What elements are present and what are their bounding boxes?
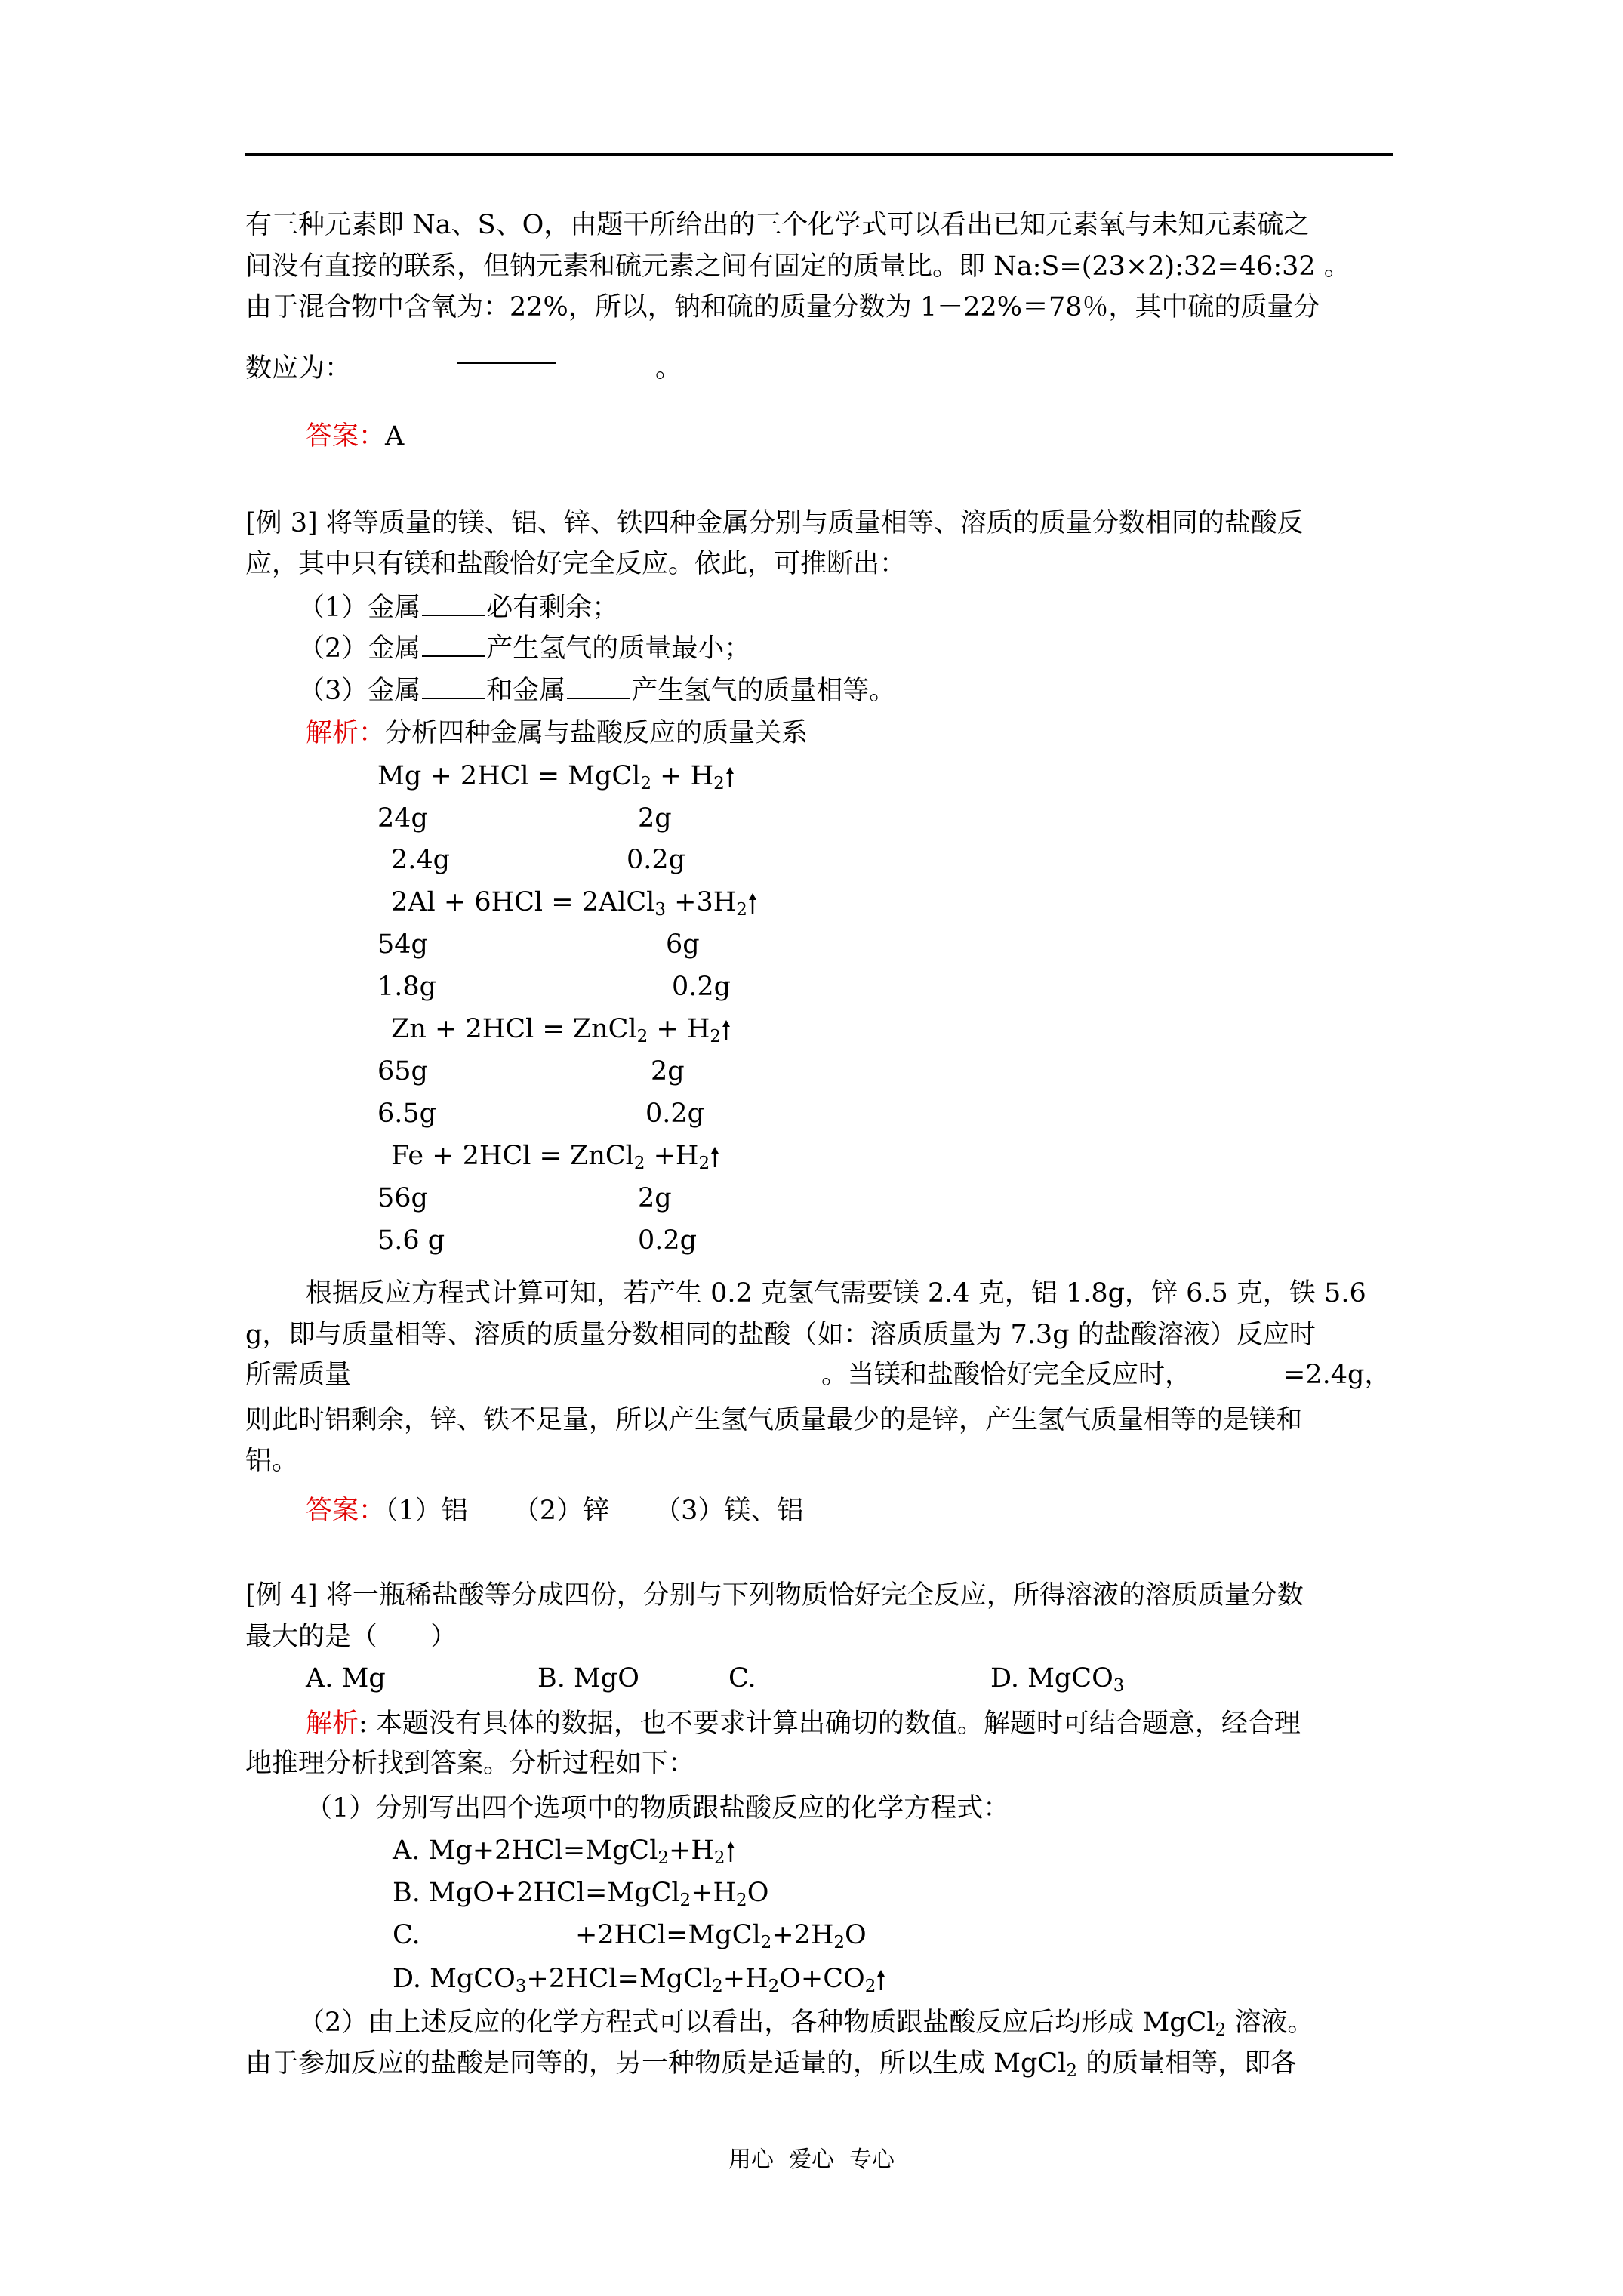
- sub: 3: [1113, 1676, 1125, 1696]
- analysis-text: 分析四种金属与盐酸反应的质量关系: [385, 718, 808, 748]
- answer-part-1: （1）铝: [385, 1496, 468, 1526]
- eq-al-rhs: +3H: [666, 887, 737, 917]
- answer-part-3: （3）镁、铝: [654, 1496, 804, 1526]
- sub: 2: [713, 1848, 725, 1868]
- sub: 2: [768, 1977, 780, 1996]
- gas-arrow-icon: [876, 1968, 886, 1991]
- answer-value: A: [385, 421, 405, 451]
- mass-zn-2: 6.5g: [377, 1099, 437, 1129]
- step3-end: 的质量相等，即各: [1077, 2048, 1298, 2079]
- answer-label: 答案：: [306, 1496, 386, 1526]
- ex3-q3: [298, 673, 895, 708]
- eq-al-lhs: 2Al + 6HCl = 2AlCl: [391, 887, 655, 917]
- ex3-analysis: [306, 716, 808, 750]
- gas-arrow-icon: [721, 1019, 731, 1041]
- mass-h2-7: 2g: [638, 1183, 672, 1213]
- gas-arrow-icon: [725, 766, 735, 788]
- sub: 2: [760, 1933, 772, 1952]
- q3-suffix: 产生氢气的质量相等。: [631, 676, 896, 706]
- q1-prefix: （1）金属: [298, 593, 421, 623]
- sub: 2: [698, 1154, 710, 1173]
- reaction-b-rhs: +H: [691, 1878, 737, 1908]
- sub: 2: [713, 774, 725, 794]
- eq-fe-lhs: Fe + 2HCl = ZnCl: [391, 1141, 634, 1171]
- para2-line5: 铝。: [245, 1446, 299, 1476]
- sub: 3: [654, 900, 667, 920]
- ex4-step1: （1）分别写出四个选项中的物质跟盐酸反应的化学方程式：: [306, 1793, 1010, 1823]
- reaction-a-lhs: A. Mg+2HCl=MgCl: [393, 1835, 658, 1866]
- q2-blank: [422, 633, 485, 657]
- eq-mg-rhs: + H: [651, 761, 714, 791]
- ex4-analysis-line1: [306, 1706, 1301, 1741]
- gas-arrow-icon: [747, 892, 758, 914]
- para2-line3c: =2.4g，: [1283, 1360, 1391, 1390]
- reaction-d-mid: +2HCl=MgCl: [526, 1964, 713, 1994]
- sub: 2: [636, 1027, 648, 1046]
- footer-word-2: 爱心: [789, 2147, 834, 2173]
- para2-line1: 根据反应方程式计算可知，若产生 0.2 克氢气需要镁 2.4 克，铝 1.8g，锌 6.5 克，铁 5.6: [306, 1278, 1366, 1308]
- ex3-line2: 应，其中只有镁和盐酸恰好完全反应。依此，可推断出：: [245, 549, 907, 579]
- ex4-step2: [298, 2005, 1313, 2040]
- mass-mg-1: 24g: [377, 803, 428, 834]
- reaction-c-rhs: +2H: [771, 1920, 834, 1950]
- header-rule: [245, 153, 1393, 156]
- reaction-c-end: O: [845, 1920, 867, 1950]
- ex3-q1: [298, 590, 618, 625]
- para1-line3: 由于混合物中含氧为：22%，所以，钠和硫的质量分数为 1－22%＝78％，其中硫的质量分: [245, 292, 1320, 322]
- footer-word-3: 专心: [849, 2147, 895, 2173]
- eq-fe-rhs: +H: [645, 1141, 699, 1171]
- gas-arrow-icon: [710, 1145, 720, 1168]
- q1-blank: [422, 592, 485, 616]
- para1-line4: [245, 351, 351, 386]
- sub: 2: [864, 1977, 876, 1996]
- answer-1: [306, 419, 404, 454]
- reaction-d: [393, 1962, 886, 1996]
- reaction-b: [393, 1875, 768, 1910]
- step2-end: 溶液。: [1226, 2008, 1314, 2038]
- q3-middle: 和金属: [486, 676, 566, 706]
- mass-h2-4: 0.2g: [672, 972, 731, 1002]
- reaction-d-lhs: D. MgCO: [393, 1964, 516, 1994]
- para1-line2: 间没有直接的联系，但钠元素和硫元素之间有固定的质量比。即 Na:S=(23×2):32=46:32 。: [245, 251, 1350, 282]
- para2-line4: 则此时铝剩余，锌、铁不足量，所以产生氢气质量最少的是锌，产生氢气质量相等的是镁和: [245, 1405, 1303, 1435]
- para2-line2: g，即与质量相等、溶质的质量分数相同的盐酸（如：溶质质量为 7.3g 的盐酸溶液）反应时: [245, 1320, 1316, 1350]
- sub: 2: [1066, 2061, 1077, 2081]
- mass-h2-1: 2g: [638, 803, 672, 834]
- sub: 2: [710, 1027, 722, 1046]
- option-d-text: D. MgCO: [990, 1663, 1113, 1693]
- reaction-a-rhs: +H: [669, 1835, 714, 1866]
- sub: 2: [736, 1891, 747, 1910]
- ex3-q2: [298, 631, 750, 666]
- mass-h2-2: 0.2g: [627, 845, 686, 875]
- mass-h2-5: 2g: [651, 1056, 685, 1086]
- mass-h2-3: 6g: [666, 929, 700, 960]
- eq-fe: [391, 1139, 720, 1173]
- gas-arrow-icon: [725, 1840, 736, 1863]
- eq-zn: [391, 1012, 731, 1046]
- ex4-step3: [245, 2046, 1297, 2081]
- reaction-c-lhs: +2HCl=MgCl: [575, 1920, 761, 1950]
- reaction-d-end: O+CO: [779, 1964, 865, 1994]
- mass-fe-2: 5.6 g: [377, 1225, 445, 1256]
- reaction-c: [575, 1918, 867, 1952]
- mass-al-1: 54g: [377, 929, 428, 960]
- step2-text: （2）由上述反应的化学方程式可以看出，各种物质跟盐酸反应后均形成 MgCl: [298, 2008, 1215, 2038]
- sub: 2: [633, 1154, 645, 1173]
- sub: 2: [679, 1891, 691, 1910]
- footer-word-1: 用心: [728, 2147, 774, 2173]
- option-a: A. Mg: [306, 1663, 386, 1693]
- fraction-bar: [457, 362, 556, 364]
- sub: 2: [1215, 2020, 1227, 2040]
- ex3-line1: [例 3] 将等质量的镁、铝、锌、铁四种金属分别与质量相等、溶质的质量分数相同的盐酸反: [245, 508, 1304, 538]
- sub: 2: [658, 1848, 670, 1868]
- para1-line4-end: 。: [655, 353, 682, 384]
- ex4-analysis-line2: 地推理分析找到答案。分析过程如下：: [245, 1749, 695, 1779]
- q2-suffix: 产生氢气的质量最小；: [486, 633, 751, 664]
- sub: 2: [640, 774, 652, 794]
- sub: 2: [833, 1933, 845, 1952]
- mass-al-2: 1.8g: [377, 972, 437, 1002]
- sub: 2: [736, 900, 747, 920]
- reaction-b-lhs: B. MgO+2HCl=MgCl: [393, 1878, 680, 1908]
- analysis-text: : 本题没有具体的数据，也不要求计算出确切的数值。解题时可结合题意，经合理: [359, 1709, 1301, 1739]
- answer-2: [306, 1493, 803, 1528]
- q3-blank-2: [567, 675, 630, 699]
- eq-zn-lhs: Zn + 2HCl = ZnCl: [391, 1014, 637, 1044]
- eq-al: [391, 885, 758, 920]
- para1-line1: 有三种元素即 Na、S、O，由题干所给出的三个化学式可以看出已知元素氧与未知元素硫之: [245, 210, 1310, 240]
- para2-line3a: 所需质量: [245, 1360, 352, 1390]
- reaction-b-end: O: [747, 1878, 769, 1908]
- option-c: C.: [728, 1663, 756, 1693]
- reaction-a: [393, 1833, 736, 1868]
- option-b: B. MgO: [537, 1663, 639, 1693]
- eq-mg-lhs: Mg + 2HCl = MgCl: [377, 761, 641, 791]
- answer-label: 答案：: [306, 421, 386, 451]
- mass-fe-1: 56g: [377, 1183, 428, 1213]
- mass-h2-8: 0.2g: [638, 1225, 698, 1256]
- eq-zn-rhs: + H: [648, 1014, 710, 1044]
- reaction-c-label: C.: [393, 1920, 420, 1950]
- analysis-label: 解析: [306, 1709, 359, 1739]
- option-d: [990, 1661, 1124, 1696]
- mass-zn-1: 65g: [377, 1056, 428, 1086]
- q2-prefix: （2）金属: [298, 633, 421, 664]
- step3-text: 由于参加反应的盐酸是同等的，另一种物质是适量的，所以生成 MgCl: [245, 2048, 1067, 2079]
- answer-part-2: （2）锌: [513, 1496, 610, 1526]
- ex4-line2: 最大的是（ ）: [245, 1622, 457, 1652]
- page-footer: [0, 2140, 1623, 2174]
- q1-suffix: 必有剩余；: [486, 593, 619, 623]
- para1-line4-text: 数应为：: [245, 353, 352, 384]
- ex4-line1: [例 4] 将一瓶稀盐酸等分成四份，分别与下列物质恰好完全反应，所得溶液的溶质质量分数: [245, 1580, 1304, 1610]
- mass-h2-6: 0.2g: [645, 1099, 705, 1129]
- eq-mg: [377, 759, 735, 794]
- analysis-label: 解析：: [306, 718, 386, 748]
- q3-prefix: （3）金属: [298, 676, 421, 706]
- sub: 2: [712, 1977, 723, 1996]
- sub: 3: [515, 1977, 527, 1996]
- para2-line3b: 。当镁和盐酸恰好完全反应时，: [821, 1360, 1192, 1390]
- q3-blank-1: [422, 675, 485, 699]
- reaction-d-rhs: +H: [722, 1964, 768, 1994]
- mass-mg-2: 2.4g: [391, 845, 451, 875]
